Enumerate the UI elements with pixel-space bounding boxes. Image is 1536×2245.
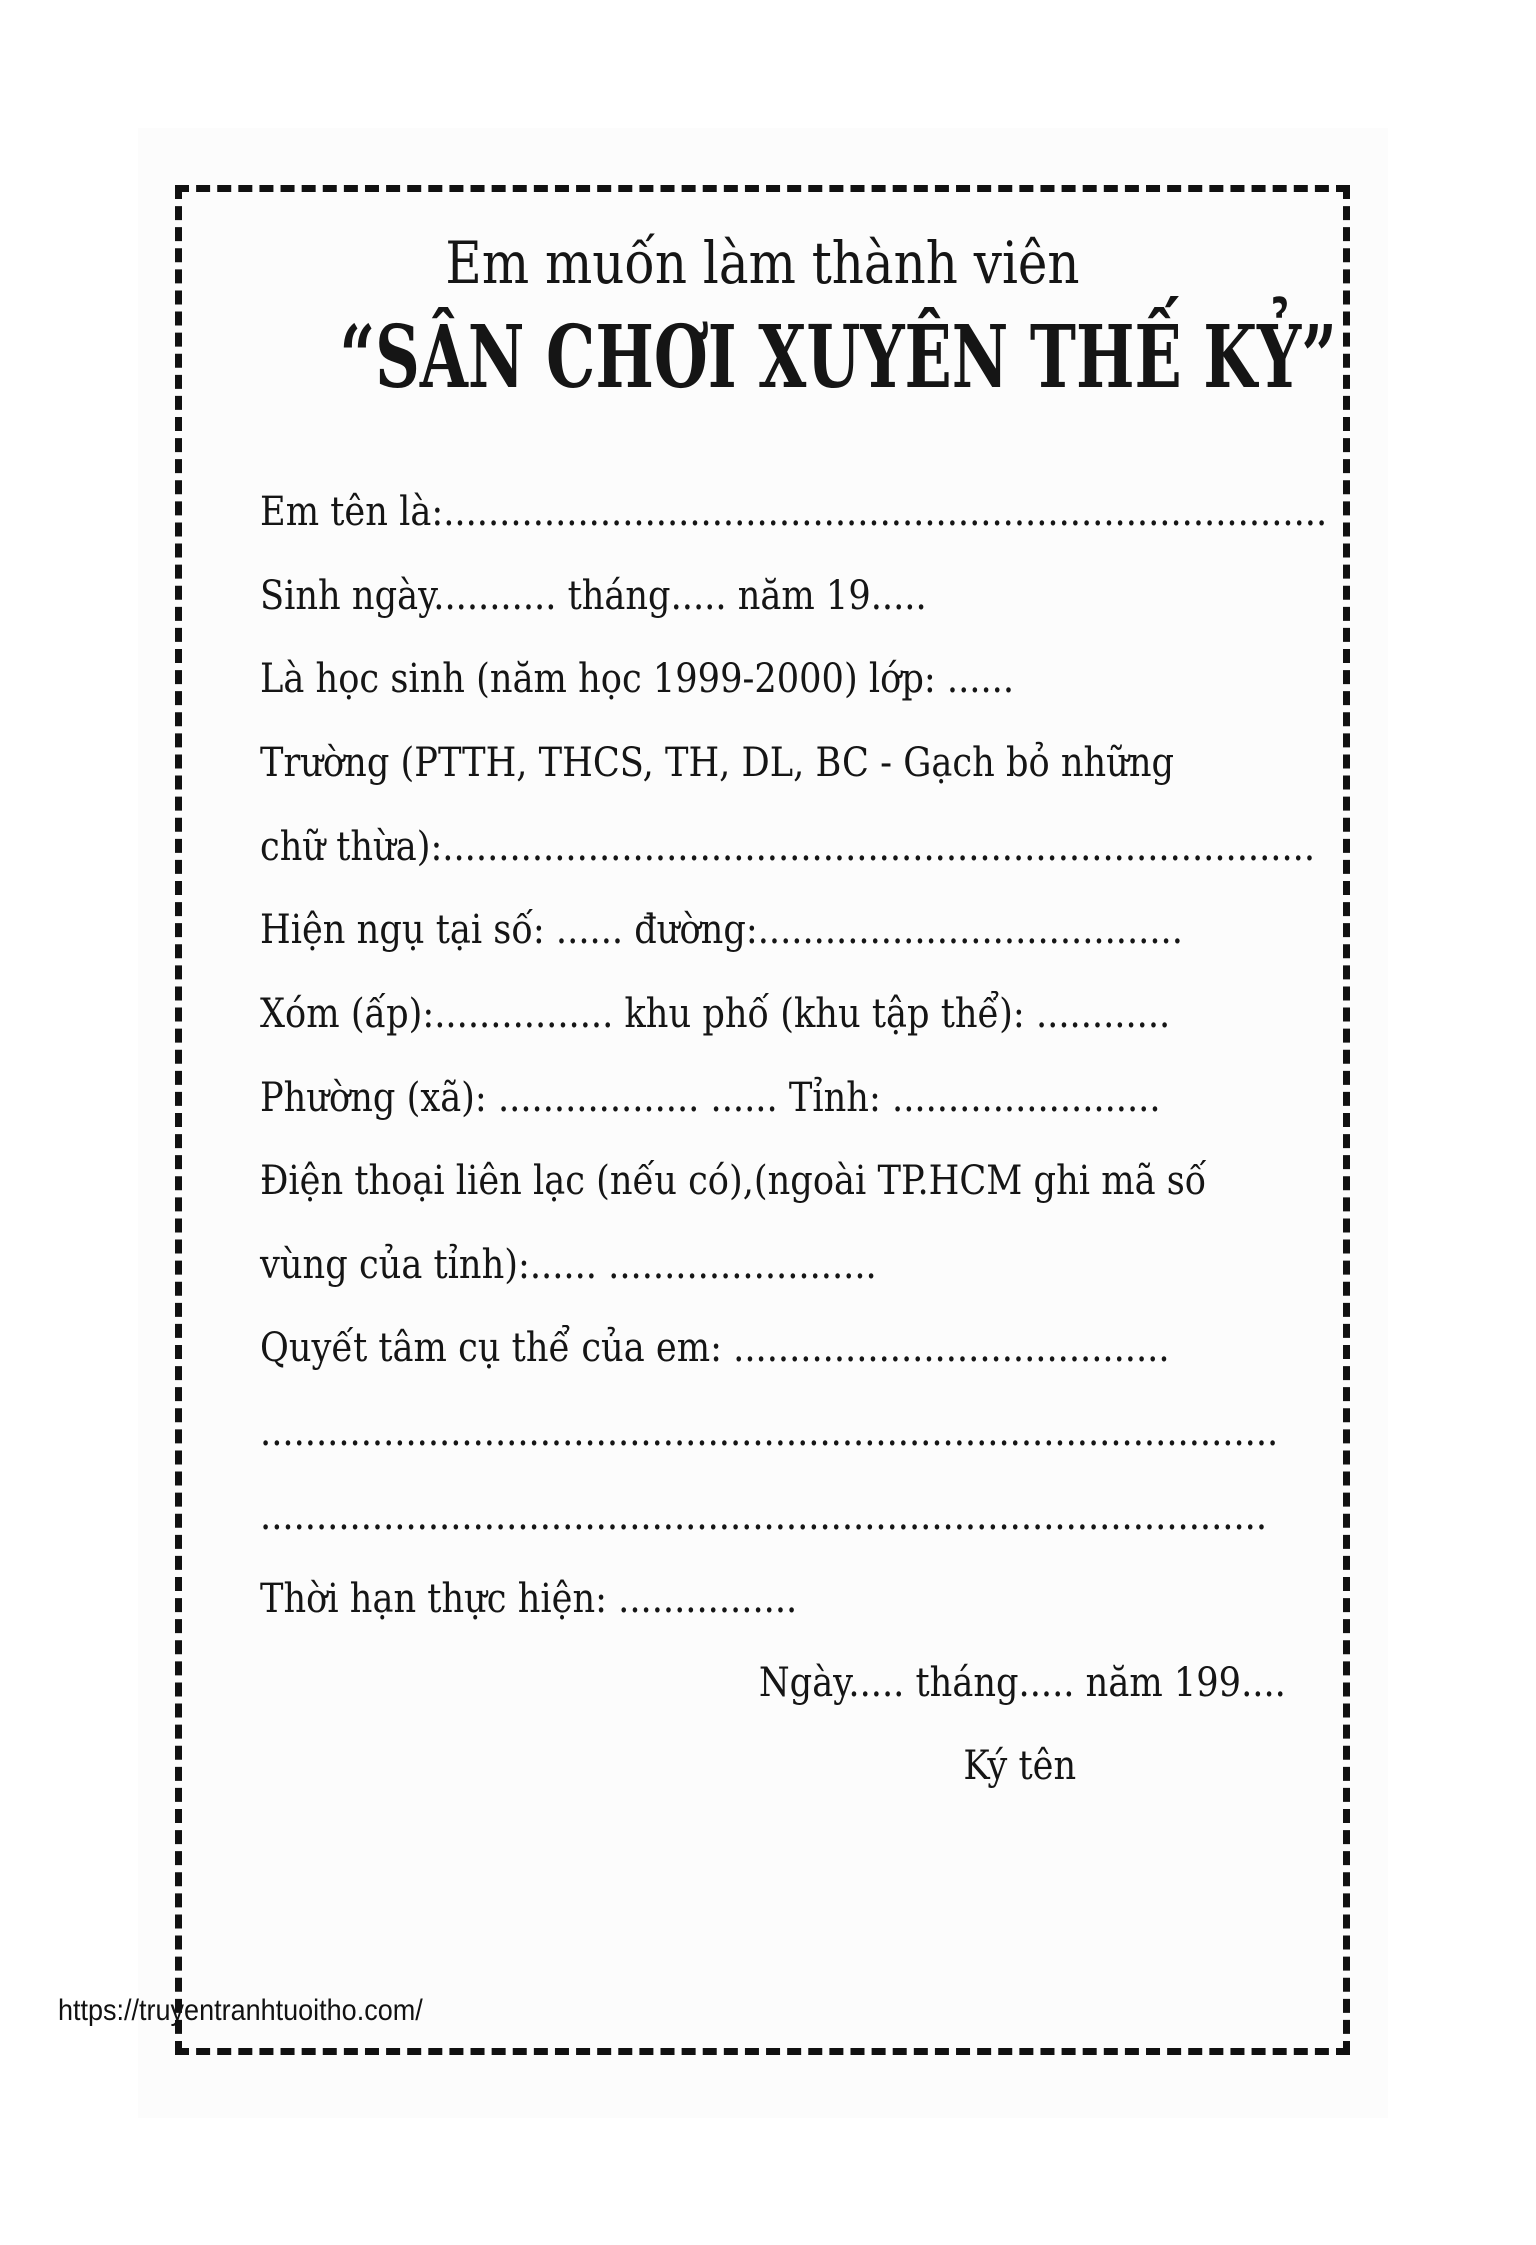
field-class: Là học sinh (năm học 1999-2000) lớp: ...... (260, 656, 1015, 702)
field-school-cont: chữ thừa):.............................................................................. (260, 824, 1316, 870)
field-name: Em tên là:............................................................................... (260, 489, 1328, 535)
field-hamlet: Xóm (ấp):................ khu phố (khu tập thể): ............ (260, 991, 1171, 1037)
title-line-1: Em muốn làm thành viên (445, 229, 1080, 297)
field-ward: Phường (xã): .................. ...... Tỉnh: ........................ (260, 1075, 1161, 1121)
watermark-url: https://truyentranhtuoitho.com/ (58, 1994, 423, 2027)
field-address: Hiện ngụ tại số: ...... đường:...................................... (260, 907, 1183, 953)
field-deadline: Thời hạn thực hiện: ................ (260, 1576, 798, 1622)
title-line-2: “SÂN CHƠI XUYÊN THẾ KỶ” (339, 307, 1337, 408)
field-phone-cont: vùng của tỉnh):...... ........................ (260, 1242, 877, 1288)
field-resolution-line-2: ........................................................................................... (260, 1409, 1279, 1455)
field-birthdate: Sinh ngày........... tháng..... năm 19..... (260, 573, 927, 619)
field-school: Trường (PTTH, THCS, TH, DL, BC - Gạch bỏ những (260, 740, 1175, 786)
date-line: Ngày..... tháng..... năm 199.... (759, 1660, 1286, 1706)
signature-label: Ký tên (963, 1743, 1076, 1789)
field-phone: Điện thoại liên lạc (nếu có),(ngoài TP.HCM ghi mã số (260, 1158, 1207, 1204)
field-resolution-line-3: .......................................................................................... (260, 1493, 1268, 1539)
field-resolution: Quyết tâm cụ thể của em: ....................................... (260, 1325, 1170, 1371)
